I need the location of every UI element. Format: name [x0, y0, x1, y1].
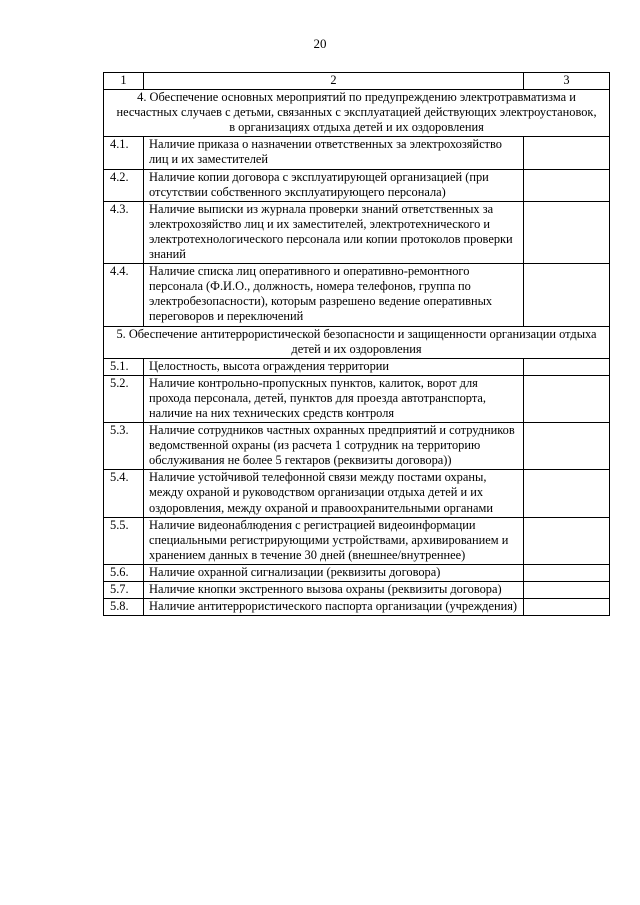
item-value-cell [524, 517, 610, 564]
item-description: Наличие устойчивой телефонной связи между постами охраны, между охраной и руководством организации отдыха детей и их оздоровления, между охраной и правоохранительными органами [144, 470, 524, 517]
table-row [104, 423, 610, 470]
item-description: Наличие выписки из журнала проверки знаний ответственных за электрохозяйство лиц и их заместителей, электротехнического и электротехнологического персонала или копии протоколов проверки знаний [144, 201, 524, 263]
section-header-row [104, 326, 610, 358]
item-value-cell [524, 169, 610, 201]
item-number: 4.4. [104, 264, 144, 326]
item-number: 5.7. [104, 582, 144, 599]
table-row [104, 264, 610, 326]
column-header-1: 1 [104, 73, 144, 90]
item-number: 5.2. [104, 375, 144, 422]
item-value-cell [524, 423, 610, 470]
item-value-cell [524, 582, 610, 599]
item-description: Наличие копии договора с эксплуатирующей организацией (при отсутствии собственного эксплуатирующего персонала) [144, 169, 524, 201]
table-row [104, 358, 610, 375]
checklist-table-body [104, 73, 610, 616]
table-row [104, 137, 610, 169]
table-row [104, 564, 610, 581]
table-row [104, 599, 610, 616]
item-number: 5.1. [104, 358, 144, 375]
item-value-cell [524, 564, 610, 581]
table-header-row [104, 73, 610, 90]
column-header-2: 2 [144, 73, 524, 90]
table-row [104, 470, 610, 517]
item-value-cell [524, 599, 610, 616]
item-number: 5.4. [104, 470, 144, 517]
item-description: Наличие приказа о назначении ответственных за электрохозяйство лиц и их заместителей [144, 137, 524, 169]
item-value-cell [524, 470, 610, 517]
table-row [104, 517, 610, 564]
item-value-cell [524, 264, 610, 326]
table-row [104, 169, 610, 201]
checklist-table [103, 72, 610, 616]
item-description: Наличие видеонаблюдения с регистрацией видеоинформации специальными регистрирующими устройствами, архивированием и хранением данных в течение 30 дней (внешнее/внутреннее) [144, 517, 524, 564]
page-number: 20 [313, 36, 327, 51]
item-number: 5.3. [104, 423, 144, 470]
item-description: Наличие антитеррористического паспорта организации (учреждения) [144, 599, 524, 616]
section-header-row [104, 90, 610, 137]
column-header-3: 3 [524, 73, 610, 90]
item-value-cell [524, 358, 610, 375]
section-title: 5. Обеспечение антитеррористической безопасности и защищенности организации отдыха детей и их оздоровления [104, 326, 610, 358]
item-description: Наличие кнопки экстренного вызова охраны (реквизиты договора) [144, 582, 524, 599]
item-number: 4.2. [104, 169, 144, 201]
item-value-cell [524, 201, 610, 263]
item-value-cell [524, 375, 610, 422]
item-description: Наличие списка лиц оперативного и оперативно-ремонтного персонала (Ф.И.О., должность, номера телефонов, группа по электробезопасности), которым разрешено ведение оперативных переговоров и переключений [144, 264, 524, 326]
item-description: Наличие сотрудников частных охранных предприятий и сотрудников ведомственной охраны (из расчета 1 сотрудник на территорию обслуживания не более 5 гектаров (реквизиты договора)) [144, 423, 524, 470]
item-number: 5.5. [104, 517, 144, 564]
item-number: 5.6. [104, 564, 144, 581]
item-description: Наличие охранной сигнализации (реквизиты договора) [144, 564, 524, 581]
table-row [104, 201, 610, 263]
table-row [104, 582, 610, 599]
item-number: 5.8. [104, 599, 144, 616]
item-description: Целостность, высота ограждения территории [144, 358, 524, 375]
item-description: Наличие контрольно-пропускных пунктов, калиток, ворот для прохода персонала, детей, пунктов для проезда автотранспорта, наличие на них технических средств контроля [144, 375, 524, 422]
section-title: 4. Обеспечение основных мероприятий по предупреждению электротравматизма и несчастных случаев с детьми, связанных с эксплуатацией действующих электроустановок, в организациях отдыха детей и их оздоровления [104, 90, 610, 137]
item-value-cell [524, 137, 610, 169]
item-number: 4.3. [104, 201, 144, 263]
table-row [104, 375, 610, 422]
item-number: 4.1. [104, 137, 144, 169]
